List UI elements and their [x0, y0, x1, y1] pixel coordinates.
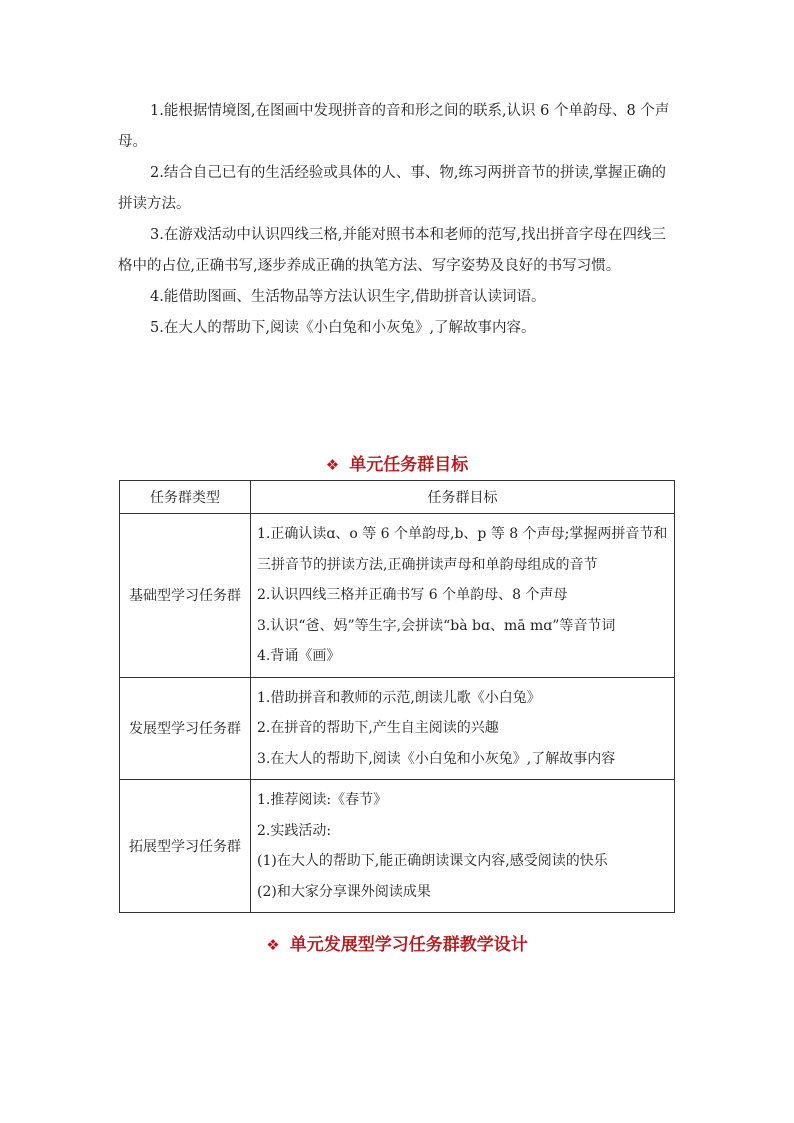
goal-item: 2.实践活动:	[257, 822, 332, 839]
objective-1: 1.能根据情境图,在图画中发现拼音的音和形之间的联系,认识 6 个单韵母、8 个声母。	[118, 103, 670, 150]
goal-item: 4.背诵《画》	[257, 648, 341, 664]
goal-item: (1)在大人的帮助下,能正确朗读课文内容,感受阅读的快乐	[257, 853, 608, 869]
column-header-type: 任务群类型	[120, 481, 251, 514]
goal-item: 1.正确认读ɑ、o 等 6 个单韵母,b、p 等 8 个声母;掌握两拼音节和三拼音节的拼读方法,正确拼读声母和单韵母组成的音节	[257, 526, 668, 573]
objective-2: 2.结合自己已有的生活经验或具体的人、事、物,练习两拼音节的拼读,掌握正确的拼读方法。	[118, 165, 667, 212]
goal-item: 1.借助拼音和教师的示范,朗读儿歌《小白兔》	[257, 689, 541, 706]
goal-item: 1.推荐阅读:《春节》	[257, 792, 388, 808]
learning-objectives	[118, 96, 678, 344]
objective-3: 3.在游戏活动中认识四线三格,并能对照书本和老师的范写,找出拼音字母在四线三格中的占位,正确书写,逐步养成正确的执笔方法、写字姿势及良好的书写习惯。	[118, 227, 667, 274]
section-heading-task-goals	[0, 450, 794, 475]
column-header-goals: 任务群目标	[251, 481, 675, 514]
table-row	[120, 780, 675, 913]
goal-item: 2.认识四线三格并正确书写 6 个单韵母、8 个声母	[257, 587, 568, 603]
task-group-goals-table	[119, 480, 675, 913]
diamond-bullet-icon: ❖	[266, 936, 280, 954]
task-group-goals	[251, 677, 675, 780]
goal-item: 2.在拼音的帮助下,产生自主阅读的兴趣	[257, 720, 499, 736]
task-group-type: 拓展型学习任务群	[120, 780, 251, 913]
section-title: 单元发展型学习任务群教学设计	[289, 935, 528, 955]
section-heading-teaching-design	[0, 930, 794, 955]
table-header-row	[120, 481, 675, 514]
diamond-bullet-icon: ❖	[325, 456, 340, 474]
task-group-type: 发展型学习任务群	[120, 677, 251, 780]
task-group-goals	[251, 514, 675, 678]
task-group-goals	[251, 780, 675, 913]
objective-4: 4.能借助图画、生活物品等方法认识生字,借助拼音认读词语。	[150, 289, 546, 305]
goal-item: (2)和大家分享课外阅读成果	[257, 883, 431, 900]
goal-item: 3.认识“爸、妈”等生字,会拼读“bà bɑ、mā mɑ”等音节词	[257, 617, 616, 634]
table-row	[120, 677, 675, 780]
section-title: 单元任务群目标	[349, 455, 469, 475]
objective-5: 5.在大人的帮助下,阅读《小白兔和小灰兔》,了解故事内容。	[150, 320, 536, 336]
goal-item: 3.在大人的帮助下,阅读《小白兔和小灰兔》,了解故事内容	[257, 750, 616, 767]
task-group-type: 基础型学习任务群	[120, 514, 251, 678]
table-row	[120, 514, 675, 678]
